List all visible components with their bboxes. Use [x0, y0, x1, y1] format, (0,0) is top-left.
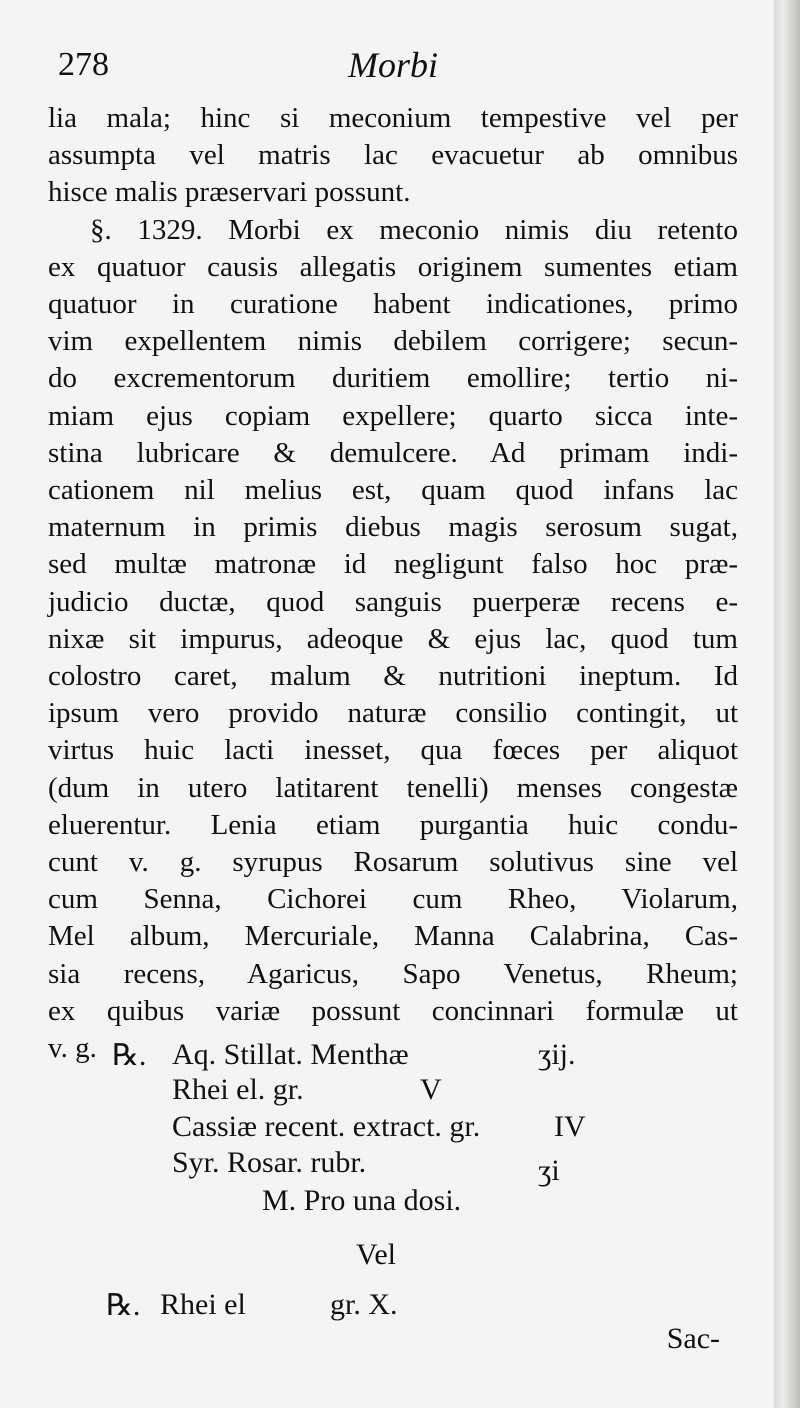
text-line: stina lubricare & demulcere. Ad primam indi-: [48, 436, 738, 469]
text-line: lia mala; hinc si meconium tempestive vel per: [48, 102, 738, 134]
recipe-directive: M. Pro una dosi.: [262, 1184, 462, 1217]
text-line: ex quibus variæ possunt concinnari formulæ ut: [48, 994, 738, 1027]
text-line: colostro caret, malum & nutritioni ineptum. Id: [48, 660, 738, 693]
separator-text: Vel: [356, 1238, 396, 1271]
page-edge: [774, 0, 800, 1408]
ingredient-name: Rhei el: [160, 1288, 246, 1321]
text-line: eluerentur. Lenia etiam purgantia huic condu-: [48, 808, 738, 841]
ingredient-name: Rhei el. gr.: [172, 1073, 304, 1106]
text-line: nixæ sit impurus, adeoque & ejus lac, quod tum: [48, 622, 738, 655]
text-block: [48, 40, 738, 1067]
ingredient-dose: V: [420, 1073, 442, 1106]
page-number: 278: [58, 46, 109, 83]
text-line: quatuor in curatione habent indicationes, primo: [48, 288, 738, 321]
text-line: assumpta vel matris lac evacuetur ab omnibus: [48, 139, 738, 172]
text-line: sed multæ matronæ id negligunt falso hoc præ-: [48, 548, 738, 581]
page-header: [48, 40, 738, 100]
running-head: Morbi: [348, 45, 438, 85]
text-line: maternum in primis diebus magis serosum sugat,: [48, 511, 738, 544]
text-line: v. g.: [48, 1032, 97, 1065]
text-line: §. 1329. Morbi ex meconio nimis diu retento: [90, 213, 738, 246]
ingredient-name: Aq. Stillat. Menthæ: [172, 1038, 409, 1071]
text-line: judicio ductæ, quod sanguis puerperæ recens e-: [48, 585, 738, 618]
text-line: sia recens, Agaricus, Sapo Venetus, Rheum;: [48, 957, 738, 990]
text-line: ex quatuor causis allegatis originem sumentes etiam: [48, 250, 738, 283]
ingredient-dose: ʒi: [538, 1154, 560, 1187]
text-line: (dum in utero latitarent tenelli) menses congestæ: [48, 771, 738, 804]
text-line: Mel album, Mercuriale, Manna Calabrina, Cas-: [48, 920, 738, 953]
text-line: hisce malis præservari possunt.: [48, 176, 411, 209]
catchword: Sac-: [666, 1322, 720, 1355]
recipe-symbol: ℞.: [106, 1289, 141, 1322]
text-line: cunt v. g. syrupus Rosarum solutivus sine vel: [48, 846, 738, 879]
text-line: miam ejus copiam expellere; quarto sicca inte-: [48, 399, 738, 432]
text-line: virtus huic lacti inesset, qua fœces per aliquot: [48, 734, 738, 767]
text-line: cationem nil melius est, quam quod infans lac: [48, 474, 738, 507]
text-line: do excrementorum duritiem emollire; tertio ni-: [48, 362, 738, 395]
ingredient-name: Cassiæ recent. extract. gr.: [172, 1110, 481, 1143]
text-line: ipsum vero provido naturæ consilio contingit, ut: [48, 697, 738, 730]
ingredient-dose: ʒij.: [538, 1038, 576, 1071]
ingredient-dose: IV: [554, 1110, 586, 1143]
ingredient-name: Syr. Rosar. rubr.: [172, 1146, 367, 1179]
recipe-symbol: ℞.: [112, 1039, 147, 1072]
text-line: cum Senna, Cichorei cum Rheo, Violarum,: [48, 883, 738, 916]
ingredient-dose: gr. X.: [330, 1288, 398, 1321]
body-text: [48, 100, 738, 1067]
text-line: vim expellentem nimis debilem corrigere; secun-: [48, 325, 738, 358]
